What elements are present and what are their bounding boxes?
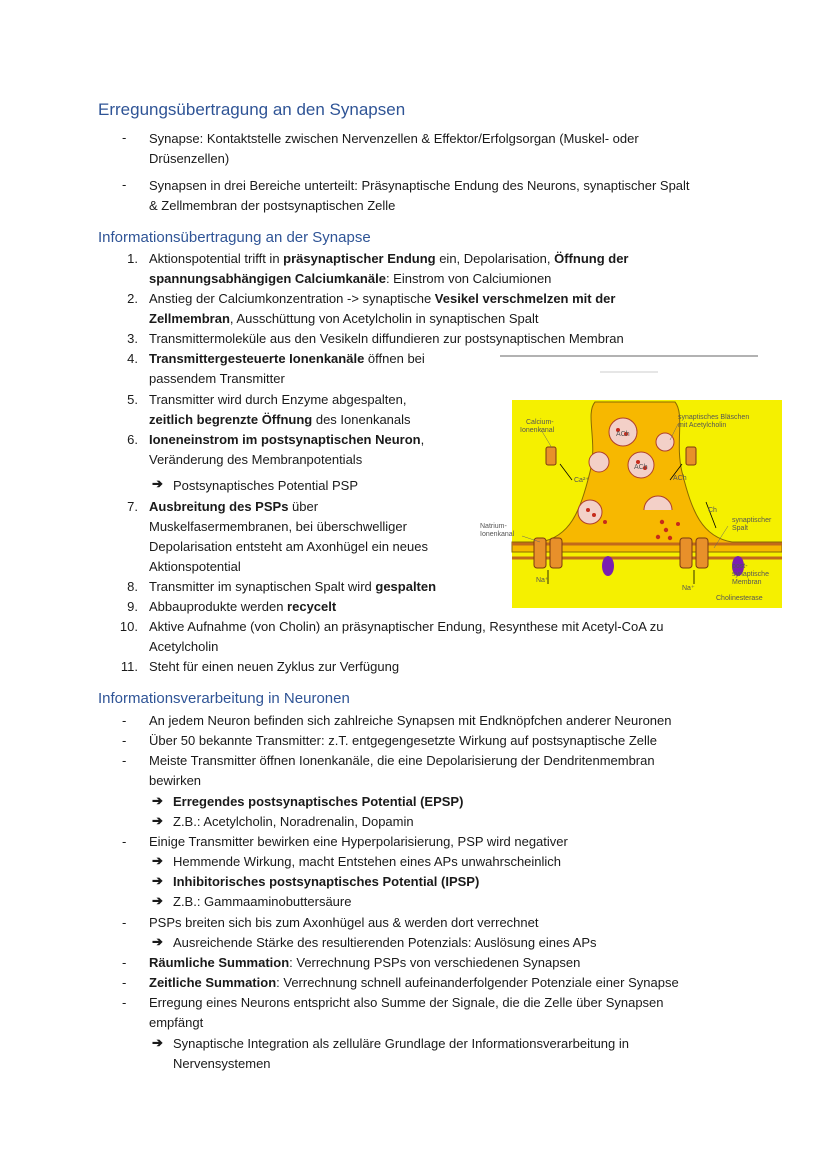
list-number: 9.	[127, 599, 138, 614]
list-item: Steht für einen neuen Zyklus zur Verfügung	[149, 659, 400, 674]
bullet-text: Meiste Transmitter öffnen Ionenkanäle, die eine Depolarisierung der Dendritenmembran	[149, 753, 655, 768]
bullet-dash: -	[122, 975, 127, 990]
label-ach: ACh	[616, 431, 630, 438]
label-post: post-	[732, 563, 748, 570]
vesicle	[578, 500, 602, 524]
arrow-icon: ➔	[152, 813, 163, 828]
bullet-dash: -	[122, 753, 127, 768]
arrow-icon: ➔	[152, 873, 163, 888]
sub-bullet-text: Ausreichende Stärke des resultierenden Potenzials: Auslösung eines APs	[173, 935, 597, 950]
bullet-text: Räumliche Summation: Verrechnung PSPs von verschiedenen Synapsen	[149, 955, 581, 970]
label-na: Na⁺	[682, 585, 695, 592]
arrow-icon: ➔	[152, 893, 163, 908]
list-item: Postsynaptisches Potential PSP	[173, 478, 358, 493]
arrow-icon: ➔	[152, 934, 163, 949]
label-na: Na⁺	[536, 577, 549, 584]
list-item: Acetylcholin	[149, 639, 219, 654]
list-number: 4.	[127, 351, 138, 366]
intro-text: & Zellmembran der postsynaptischen Zelle	[149, 198, 396, 213]
vesicle	[589, 452, 609, 472]
bullet-dash: -	[122, 130, 127, 145]
bullet-dash: -	[122, 834, 127, 849]
sub-bullet-text: Inhibitorisches postsynaptisches Potential (IPSP)	[173, 874, 480, 889]
arrow-icon: ➔	[152, 476, 163, 491]
list-item: Muskelfasermembranen, bei überschwelliger	[149, 519, 407, 534]
label-post: Membran	[732, 579, 762, 586]
label-vesicle: synaptisches Bläschen	[678, 414, 750, 421]
calcium-channel	[546, 447, 556, 465]
page-title: Erregungsübertragung an den Synapsen	[98, 100, 406, 119]
list-item: Aktionspotential trifft in präsynaptischer Endung ein, Depolarisation, Öffnung der	[149, 251, 629, 266]
label-ach: ACh	[634, 464, 648, 471]
label-ch: Ch	[708, 507, 717, 514]
label-natrium: Natrium-	[480, 523, 507, 530]
list-number: 8.	[127, 579, 138, 594]
list-number: 1.	[127, 251, 138, 266]
bullet-dash: -	[122, 915, 127, 930]
list-item: Veränderung des Membranpotentials	[149, 452, 363, 467]
sub-bullet-text: Nervensystemen	[173, 1056, 271, 1071]
list-item: Zellmembran, Ausschüttung von Acetylcholin in synaptischen Spalt	[149, 311, 539, 326]
list-item: Aktionspotential	[149, 559, 241, 574]
list-item: spannungsabhängigen Calciumkanäle: Einstrom von Calciumionen	[149, 271, 552, 286]
label-ca: Ca²⁺	[574, 477, 589, 484]
list-item: Ausbreitung des PSPs über	[149, 499, 319, 514]
list-item: Transmittermoleküle aus den Vesikeln diffundieren zur postsynaptischen Membran	[149, 331, 624, 346]
label-spalt: synaptischer	[732, 517, 772, 524]
label-calcium: Ionenkanal	[520, 427, 555, 434]
label-ach: ACh	[673, 475, 687, 482]
bullet-dash: -	[122, 713, 127, 728]
list-number: 5.	[127, 392, 138, 407]
sub-bullet-text: Erregendes postsynaptisches Potential (EPSP)	[173, 794, 464, 809]
bullet-dash: -	[122, 177, 127, 192]
synapse-diagram	[470, 352, 782, 608]
sodium-channel	[680, 538, 692, 568]
bullet-text: Einige Transmitter bewirken eine Hyperpolarisierung, PSP wird negativer	[149, 834, 568, 849]
list-item: Aktive Aufnahme (von Cholin) an präsynaptischer Endung, Resynthese mit Acetyl-CoA zu	[149, 619, 664, 634]
bullet-text: An jedem Neuron befinden sich zahlreiche Synapsen mit Endknöpfchen anderer Neuronen	[149, 713, 672, 728]
section-heading: Informationsverarbeitung in Neuronen	[98, 690, 350, 707]
sub-bullet-text: Synaptische Integration als zelluläre Grundlage der Informationsverarbeitung in	[173, 1036, 629, 1051]
vesicle	[656, 433, 674, 451]
arrow-icon: ➔	[152, 853, 163, 868]
intro-text: Synapsen in drei Bereiche unterteilt: Präsynaptische Endung des Neurons, synaptischer Spalt	[149, 178, 690, 193]
bullet-dash: -	[122, 733, 127, 748]
sub-bullet-text: Hemmende Wirkung, macht Entstehen eines APs unwahrscheinlich	[173, 854, 562, 869]
sodium-channel	[534, 538, 546, 568]
list-item: passendem Transmitter	[149, 371, 285, 386]
bullet-text: PSPs breiten sich bis zum Axonhügel aus & werden dort verrechnet	[149, 915, 539, 930]
label-spalt: Spalt	[732, 525, 748, 532]
label-natrium: Ionenkanal	[480, 531, 515, 538]
arrow-icon: ➔	[152, 793, 163, 808]
list-item: Anstieg der Calciumkonzentration -> synaptische Vesikel verschmelzen mit der	[149, 291, 616, 306]
list-item: zeitlich begrenzte Öffnung des Ionenkanals	[149, 412, 411, 427]
sodium-channel	[696, 538, 708, 568]
cholinesterase-marker	[602, 556, 614, 576]
sodium-channel	[550, 538, 562, 568]
calcium-channel	[686, 447, 696, 465]
list-item: Transmitter im synaptischen Spalt wird gespalten	[149, 579, 437, 594]
bullet-dash: -	[122, 955, 127, 970]
sub-bullet-text: Z.B.: Gammaaminobuttersäure	[173, 894, 352, 909]
arrow-icon: ➔	[152, 1035, 163, 1050]
bullet-text: empfängt	[149, 1015, 204, 1030]
sub-bullet-text: Z.B.: Acetylcholin, Noradrenalin, Dopamin	[173, 814, 414, 829]
list-number: 6.	[127, 432, 138, 447]
list-item: Ioneneinstrom im postsynaptischen Neuron,	[149, 432, 425, 447]
label-post: synaptische	[732, 571, 769, 578]
list-item: Transmitter wird durch Enzyme abgespalten,	[149, 392, 407, 407]
list-item: Transmittergesteuerte Ionenkanäle öffnen bei	[149, 351, 425, 366]
list-item: Abbauprodukte werden recycelt	[149, 599, 337, 614]
intro-text: Drüsenzellen)	[149, 151, 230, 166]
bullet-dash: -	[122, 995, 127, 1010]
bullet-text: Über 50 bekannte Transmitter: z.T. entgegengesetzte Wirkung auf postsynaptische Zelle	[149, 733, 657, 748]
intro-text: Synapse: Kontaktstelle zwischen Nervenzellen & Effektor/Erfolgsorgan (Muskel- oder	[149, 131, 639, 146]
label-vesicle: mit Acetylcholin	[678, 422, 727, 429]
list-number: 11.	[120, 659, 138, 674]
section-heading: Informationsübertragung an der Synapse	[98, 229, 371, 246]
list-number: 3.	[127, 331, 138, 346]
list-number: 10.	[119, 619, 138, 634]
list-number: 2.	[127, 291, 138, 306]
label-calcium: Calcium-	[526, 419, 554, 426]
list-number: 7.	[127, 499, 138, 514]
bullet-text: bewirken	[149, 773, 202, 788]
label-cholinesterase: Cholinesterase	[716, 595, 763, 602]
bullet-text: Erregung eines Neurons entspricht also Summe der Signale, die die Zelle über Synapsen	[149, 995, 664, 1010]
list-item: Depolarisation entsteht am Axonhügel ein neues	[149, 539, 428, 554]
bullet-text: Zeitliche Summation: Verrechnung schnell aufeinanderfolgender Potenziale einer Synapse	[149, 975, 679, 990]
